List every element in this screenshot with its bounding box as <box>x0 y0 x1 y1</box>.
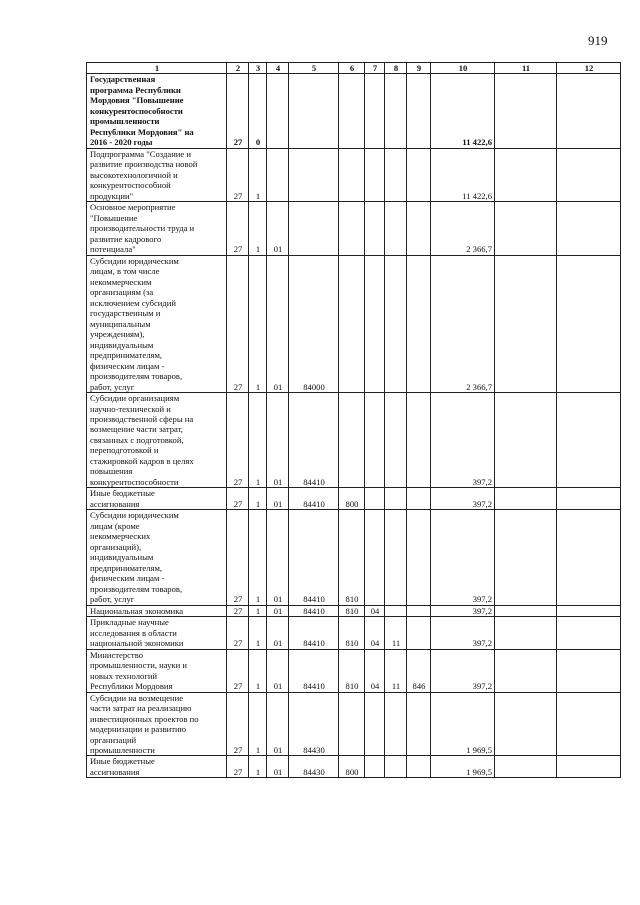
row-value-cell <box>557 488 621 510</box>
header-cell: 12 <box>557 63 621 74</box>
header-cell: 6 <box>339 63 365 74</box>
header-cell: 11 <box>495 63 557 74</box>
row-name-cell: Подпрограмма "Создание и развитие производства новой высокотехнологичной и конкурентоспособной продукции" <box>87 148 227 201</box>
row-value-cell: 397,2 <box>431 510 495 605</box>
row-value-cell <box>365 74 385 148</box>
budget-table <box>86 62 621 778</box>
row-value-cell: 1 <box>249 605 267 616</box>
row-value-cell: 04 <box>365 617 385 649</box>
table-row <box>87 617 621 649</box>
header-cell: 7 <box>365 63 385 74</box>
row-value-cell: 810 <box>339 617 365 649</box>
row-value-cell: 27 <box>227 74 249 148</box>
row-value-cell <box>407 605 431 616</box>
row-name-cell: Субсидии юридическим лицам (кроме некоммерческих организаций), индивидуальным предпринимателям, физическим лицам - производителям товаров, работ, услуг <box>87 510 227 605</box>
row-value-cell: 1 969,5 <box>431 756 495 778</box>
row-value-cell: 1 <box>249 756 267 778</box>
row-name-cell: Иные бюджетные ассигнования <box>87 756 227 778</box>
row-value-cell: 397,2 <box>431 393 495 488</box>
row-value-cell: 1 969,5 <box>431 692 495 756</box>
row-value-cell <box>407 617 431 649</box>
header-cell: 5 <box>289 63 339 74</box>
row-value-cell <box>385 692 407 756</box>
row-value-cell: 27 <box>227 756 249 778</box>
row-value-cell <box>557 148 621 201</box>
row-value-cell <box>385 74 407 148</box>
row-value-cell <box>267 74 289 148</box>
header-cell: 1 <box>87 63 227 74</box>
row-value-cell: 01 <box>267 393 289 488</box>
row-value-cell: 11 422,6 <box>431 74 495 148</box>
table-row <box>87 510 621 605</box>
row-value-cell <box>407 488 431 510</box>
row-name-cell: Национальная экономика <box>87 605 227 616</box>
row-value-cell: 84410 <box>289 510 339 605</box>
row-value-cell <box>557 617 621 649</box>
row-value-cell <box>385 393 407 488</box>
table-row <box>87 74 621 148</box>
row-value-cell <box>385 510 407 605</box>
row-value-cell <box>557 393 621 488</box>
row-value-cell <box>495 510 557 605</box>
header-cell: 4 <box>267 63 289 74</box>
table-row <box>87 488 621 510</box>
row-value-cell <box>407 74 431 148</box>
row-value-cell: 01 <box>267 510 289 605</box>
row-value-cell <box>557 756 621 778</box>
row-value-cell: 27 <box>227 617 249 649</box>
row-value-cell: 1 <box>249 488 267 510</box>
row-value-cell: 800 <box>339 756 365 778</box>
row-value-cell: 1 <box>249 510 267 605</box>
table-row <box>87 393 621 488</box>
row-value-cell <box>407 756 431 778</box>
header-cell: 10 <box>431 63 495 74</box>
row-value-cell: 397,2 <box>431 617 495 649</box>
row-value-cell: 27 <box>227 255 249 392</box>
row-name-cell: Государственная программа Республики Мордовия "Повышение конкурентоспособности промышленности Республики Мордовия" на 2016 - 2020 годы <box>87 74 227 148</box>
row-value-cell: 11 <box>385 617 407 649</box>
row-value-cell <box>289 148 339 201</box>
row-value-cell <box>557 202 621 255</box>
table-row <box>87 692 621 756</box>
row-value-cell: 11 422,6 <box>431 148 495 201</box>
row-value-cell: 01 <box>267 488 289 510</box>
row-value-cell: 84430 <box>289 756 339 778</box>
row-value-cell <box>495 255 557 392</box>
row-value-cell: 800 <box>339 488 365 510</box>
row-value-cell: 84410 <box>289 393 339 488</box>
row-value-cell <box>385 488 407 510</box>
row-value-cell: 27 <box>227 202 249 255</box>
row-value-cell: 27 <box>227 605 249 616</box>
row-value-cell: 810 <box>339 510 365 605</box>
row-value-cell: 11 <box>385 649 407 692</box>
row-value-cell: 27 <box>227 393 249 488</box>
row-value-cell: 397,2 <box>431 488 495 510</box>
row-value-cell <box>557 692 621 756</box>
row-name-cell: Субсидии на возмещение части затрат на реализацию инвестиционных проектов по модернизации и развитию организаций промышленности <box>87 692 227 756</box>
row-value-cell: 27 <box>227 510 249 605</box>
table-row <box>87 605 621 616</box>
row-value-cell: 84430 <box>289 692 339 756</box>
row-value-cell <box>495 488 557 510</box>
row-value-cell <box>339 255 365 392</box>
row-value-cell <box>407 202 431 255</box>
row-value-cell: 846 <box>407 649 431 692</box>
row-value-cell: 01 <box>267 605 289 616</box>
row-name-cell: Субсидии организациям научно-технической и производственной сферы на возмещение части затрат, связанных с подготовкой, переподготовкой и стажировкой кадров в целях повышения конкурентоспособности <box>87 393 227 488</box>
row-value-cell: 04 <box>365 649 385 692</box>
row-value-cell: 810 <box>339 605 365 616</box>
row-value-cell: 1 <box>249 692 267 756</box>
row-value-cell <box>495 74 557 148</box>
table-row <box>87 649 621 692</box>
row-value-cell: 01 <box>267 692 289 756</box>
row-value-cell <box>365 510 385 605</box>
row-value-cell: 810 <box>339 649 365 692</box>
row-value-cell <box>495 649 557 692</box>
row-value-cell <box>557 605 621 616</box>
table-header-row <box>87 63 621 74</box>
row-name-cell: Иные бюджетные ассигнования <box>87 488 227 510</box>
table-row <box>87 756 621 778</box>
row-name-cell: Основное мероприятие "Повышение производительности труда и развитие кадрового потенциала" <box>87 202 227 255</box>
row-value-cell <box>385 148 407 201</box>
header-cell: 3 <box>249 63 267 74</box>
row-value-cell <box>495 393 557 488</box>
row-value-cell: 1 <box>249 148 267 201</box>
row-value-cell <box>339 692 365 756</box>
row-value-cell <box>365 148 385 201</box>
row-name-cell: Прикладные научные исследования в области национальной экономики <box>87 617 227 649</box>
row-value-cell: 27 <box>227 488 249 510</box>
row-value-cell <box>407 393 431 488</box>
row-value-cell <box>385 202 407 255</box>
row-value-cell <box>365 756 385 778</box>
row-value-cell <box>407 510 431 605</box>
row-value-cell: 27 <box>227 649 249 692</box>
row-value-cell: 01 <box>267 202 289 255</box>
row-value-cell <box>289 202 339 255</box>
row-value-cell: 1 <box>249 255 267 392</box>
table-row <box>87 148 621 201</box>
row-value-cell: 01 <box>267 255 289 392</box>
row-value-cell: 2 366,7 <box>431 202 495 255</box>
row-value-cell: 397,2 <box>431 649 495 692</box>
row-value-cell: 84410 <box>289 605 339 616</box>
row-name-cell: Субсидии юридическим лицам, в том числе некоммерческим организациям (за исключением субсидий государственным и муниципальным учреждениям), индивидуальным предпринимателям, физическим лицам - производителям товаров, работ, услуг <box>87 255 227 392</box>
row-value-cell <box>339 148 365 201</box>
row-value-cell <box>557 510 621 605</box>
row-value-cell <box>495 202 557 255</box>
row-value-cell <box>557 74 621 148</box>
table-row <box>87 202 621 255</box>
row-value-cell <box>385 756 407 778</box>
row-value-cell <box>495 148 557 201</box>
row-value-cell: 04 <box>365 605 385 616</box>
row-value-cell: 01 <box>267 756 289 778</box>
row-value-cell: 1 <box>249 617 267 649</box>
row-value-cell <box>557 255 621 392</box>
page-number: 919 <box>588 33 608 48</box>
row-value-cell: 1 <box>249 649 267 692</box>
header-cell: 8 <box>385 63 407 74</box>
row-value-cell <box>495 692 557 756</box>
row-value-cell: 84410 <box>289 488 339 510</box>
row-value-cell: 01 <box>267 649 289 692</box>
row-value-cell: 27 <box>227 148 249 201</box>
row-value-cell <box>267 148 289 201</box>
row-value-cell <box>495 605 557 616</box>
row-value-cell: 84000 <box>289 255 339 392</box>
row-value-cell: 84410 <box>289 649 339 692</box>
row-value-cell <box>365 692 385 756</box>
row-value-cell <box>495 617 557 649</box>
row-value-cell: 1 <box>249 393 267 488</box>
row-value-cell <box>407 148 431 201</box>
header-cell: 2 <box>227 63 249 74</box>
row-value-cell <box>365 255 385 392</box>
row-value-cell <box>365 393 385 488</box>
row-value-cell <box>339 74 365 148</box>
row-value-cell <box>407 692 431 756</box>
row-value-cell <box>339 393 365 488</box>
row-value-cell: 84410 <box>289 617 339 649</box>
row-value-cell: 2 366,7 <box>431 255 495 392</box>
row-value-cell <box>385 255 407 392</box>
row-value-cell: 27 <box>227 692 249 756</box>
row-value-cell <box>495 756 557 778</box>
row-value-cell <box>365 488 385 510</box>
row-value-cell: 397,2 <box>431 605 495 616</box>
row-value-cell <box>385 605 407 616</box>
header-cell: 9 <box>407 63 431 74</box>
row-value-cell <box>339 202 365 255</box>
row-value-cell: 01 <box>267 617 289 649</box>
row-value-cell <box>557 649 621 692</box>
row-value-cell <box>289 74 339 148</box>
row-value-cell <box>407 255 431 392</box>
row-value-cell: 0 <box>249 74 267 148</box>
table-row <box>87 255 621 392</box>
row-name-cell: Министерство промышленности, науки и новых технологий Республики Мордовия <box>87 649 227 692</box>
row-value-cell: 1 <box>249 202 267 255</box>
row-value-cell <box>365 202 385 255</box>
